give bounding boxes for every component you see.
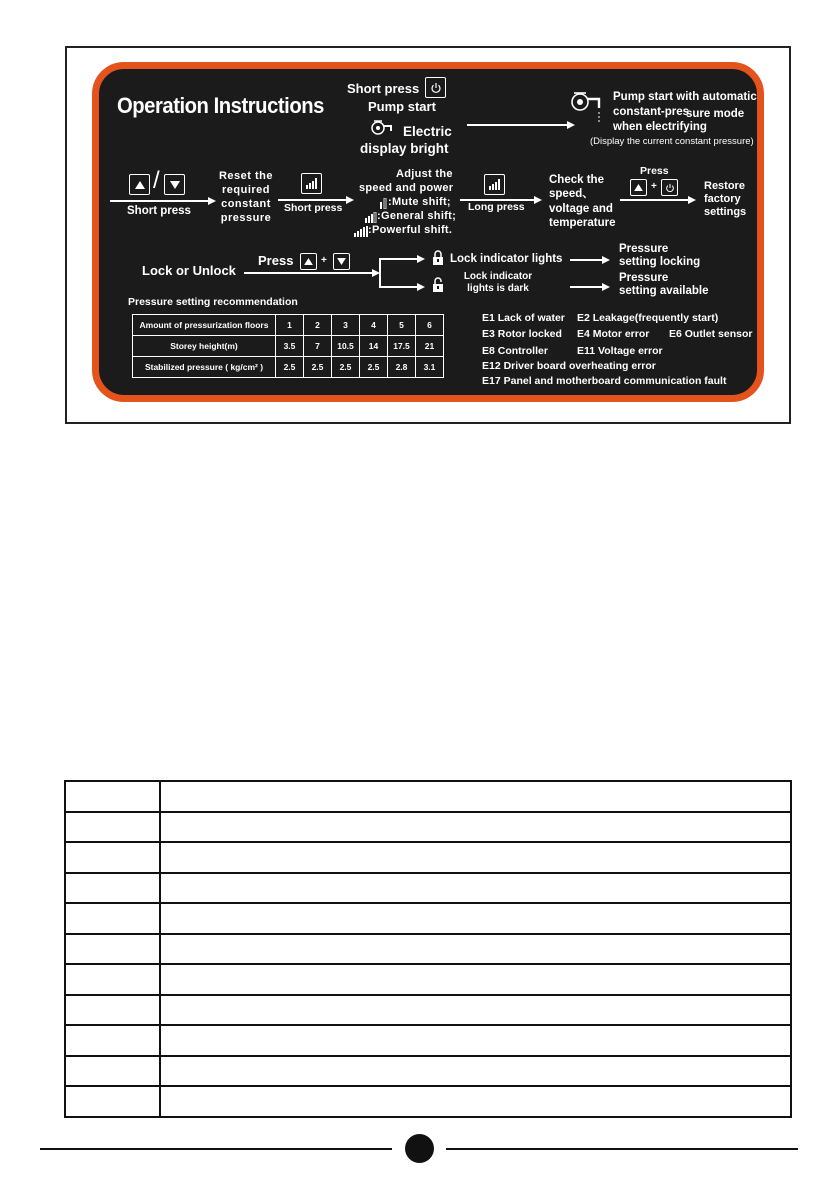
page-marker-dot bbox=[405, 1134, 434, 1163]
table-cell bbox=[160, 812, 791, 843]
table-cell bbox=[160, 934, 791, 965]
table-cell bbox=[65, 873, 160, 904]
locking-arrow bbox=[602, 256, 610, 264]
table-cell: Storey height(m) bbox=[133, 336, 276, 357]
pressure-table bbox=[132, 314, 444, 378]
table-cell bbox=[65, 995, 160, 1026]
lock-or-unlock-label: Lock or Unlock bbox=[142, 263, 236, 278]
table-cell bbox=[160, 873, 791, 904]
table-row bbox=[65, 903, 791, 934]
locking-line1: Pressure bbox=[619, 243, 669, 255]
auto-mode-line1: Pump start with automatic bbox=[613, 91, 757, 103]
table-cell: 2.5 bbox=[360, 357, 388, 378]
auto-mode-note: (Display the current constant pressure) bbox=[590, 136, 754, 147]
flow-arrow-4 bbox=[688, 196, 696, 204]
table-cell bbox=[160, 1025, 791, 1056]
reset-line1: Reset the bbox=[218, 170, 274, 182]
table-cell bbox=[160, 964, 791, 995]
table-cell: 2.8 bbox=[388, 357, 416, 378]
pump-faucet-icon bbox=[569, 88, 603, 122]
signal-key-icon-2 bbox=[484, 174, 505, 195]
error-e11: E11 Voltage error bbox=[577, 345, 663, 357]
flow-arrow-2 bbox=[346, 196, 354, 204]
press-label: Press bbox=[640, 165, 669, 177]
error-e4: E4 Motor error bbox=[577, 328, 650, 340]
pump-start-label: Pump start bbox=[368, 99, 436, 114]
table-cell: 5 bbox=[388, 315, 416, 336]
general-shift-label: :General shift; bbox=[377, 210, 457, 222]
check-line4: temperature bbox=[549, 217, 616, 229]
error-e3: E3 Rotor locked bbox=[482, 328, 562, 340]
faucet-icon bbox=[370, 118, 392, 140]
power-key-icon bbox=[425, 77, 446, 98]
lock-branch-bottom-arrow bbox=[417, 283, 425, 291]
table-row bbox=[65, 842, 791, 873]
table-cell: 10.5 bbox=[332, 336, 360, 357]
lock-branch-line bbox=[379, 258, 381, 287]
signal-key-icon bbox=[301, 173, 322, 194]
table-cell bbox=[65, 1025, 160, 1056]
table-cell: 2.5 bbox=[304, 357, 332, 378]
flow-line-4 bbox=[620, 199, 690, 201]
table-row bbox=[65, 1086, 791, 1117]
lock-branch-top-arrow bbox=[417, 255, 425, 263]
table-cell: Amount of pressurization floors bbox=[133, 315, 276, 336]
powerful-shift-label: :Powerful shift. bbox=[368, 224, 453, 236]
table-cell: 14 bbox=[360, 336, 388, 357]
available-line1: Pressure bbox=[619, 272, 669, 284]
table-row bbox=[65, 1025, 791, 1056]
table-cell: 4 bbox=[360, 315, 388, 336]
table-cell bbox=[65, 1086, 160, 1117]
mute-shift-label: :Mute shift; bbox=[388, 196, 451, 208]
table-cell bbox=[65, 842, 160, 873]
table-row bbox=[65, 873, 791, 904]
display-bright-label: display bright bbox=[360, 141, 449, 156]
table-cell: 2.5 bbox=[276, 357, 304, 378]
plus-sign: + bbox=[651, 181, 657, 192]
down-key-icon bbox=[164, 174, 185, 195]
table-row bbox=[65, 812, 791, 843]
table-row bbox=[65, 934, 791, 965]
recommendation-title: Pressure setting recommendation bbox=[128, 296, 298, 308]
reset-line2: required bbox=[221, 184, 270, 196]
table-cell bbox=[160, 995, 791, 1026]
panel-title: Operation Instructions bbox=[117, 93, 324, 118]
flow-line-1 bbox=[110, 200, 210, 202]
footer-rule-left bbox=[40, 1148, 392, 1150]
table-row bbox=[133, 336, 444, 357]
short-press-2: Short press bbox=[284, 202, 343, 214]
table-cell bbox=[65, 964, 160, 995]
reset-line3: constant bbox=[221, 198, 271, 210]
table-cell bbox=[65, 1056, 160, 1087]
footer-rule-right bbox=[446, 1148, 798, 1150]
auto-mode-line3: when electrifying bbox=[613, 121, 707, 133]
restore-line1: Restore bbox=[704, 180, 745, 192]
restore-line2: factory bbox=[704, 193, 741, 205]
error-e17: E17 Panel and motherboard communication fault bbox=[482, 375, 727, 387]
locking-line2: setting locking bbox=[619, 256, 701, 268]
lock-closed-icon bbox=[432, 250, 444, 265]
table-cell bbox=[65, 812, 160, 843]
check-line3: voltage and bbox=[549, 203, 613, 215]
lock-open-icon bbox=[432, 277, 444, 292]
adjust-line1: Adjust the bbox=[396, 168, 453, 180]
mute-shift-icon bbox=[378, 196, 388, 207]
table-cell: 3 bbox=[332, 315, 360, 336]
available-arrow bbox=[602, 283, 610, 291]
table-cell bbox=[65, 903, 160, 934]
short-press-label: Short press bbox=[347, 81, 420, 96]
check-line1: Check the bbox=[549, 174, 604, 186]
up-key-icon-3 bbox=[300, 253, 317, 270]
lock-line bbox=[244, 272, 374, 274]
table-cell: 7 bbox=[304, 336, 332, 357]
table-row bbox=[133, 315, 444, 336]
available-line2: setting available bbox=[619, 285, 709, 297]
locking-line bbox=[570, 259, 604, 261]
table-row bbox=[133, 357, 444, 378]
reset-line4: pressure bbox=[220, 212, 272, 224]
electric-label: Electric bbox=[403, 124, 452, 139]
restore-line3: settings bbox=[704, 206, 747, 218]
arrow-line bbox=[467, 124, 569, 126]
auto-mode-line2a: constant-pres bbox=[613, 106, 690, 118]
table-row bbox=[65, 1056, 791, 1087]
flow-arrow-3 bbox=[534, 196, 542, 204]
table-cell: 2 bbox=[304, 315, 332, 336]
auto-mode-line2b: sure mode bbox=[686, 108, 745, 120]
check-line2: speed、 bbox=[549, 188, 594, 200]
powerful-shift-icon bbox=[354, 224, 368, 235]
flow-line-2 bbox=[278, 199, 348, 201]
table-cell: 17.5 bbox=[388, 336, 416, 357]
error-e12: E12 Driver board overheating error bbox=[482, 360, 656, 372]
table-row bbox=[65, 995, 791, 1026]
table-row bbox=[65, 964, 791, 995]
table-row bbox=[65, 781, 791, 812]
table-cell bbox=[65, 781, 160, 812]
flow-arrow-1 bbox=[208, 197, 216, 205]
long-press-label: Long press bbox=[468, 201, 525, 213]
table-cell: 3.5 bbox=[276, 336, 304, 357]
up-key-icon bbox=[129, 174, 150, 195]
adjust-line2: speed and power bbox=[359, 182, 454, 194]
error-e6: E6 Outlet sensor bbox=[669, 328, 753, 340]
table-cell: 3.1 bbox=[416, 357, 444, 378]
available-line bbox=[570, 286, 604, 288]
power-key-icon-2 bbox=[661, 179, 678, 196]
error-e1: E1 Lack of water bbox=[482, 312, 565, 324]
table-cell: 6 bbox=[416, 315, 444, 336]
table-cell: 2.5 bbox=[332, 357, 360, 378]
lock-dark-line1: Lock indicator bbox=[463, 271, 533, 282]
table-cell bbox=[160, 903, 791, 934]
error-e8: E8 Controller bbox=[482, 345, 548, 357]
table-cell bbox=[65, 934, 160, 965]
lock-press-label: Press bbox=[258, 253, 294, 268]
table-cell bbox=[160, 781, 791, 812]
up-key-icon-2 bbox=[630, 179, 647, 196]
table-cell: 1 bbox=[276, 315, 304, 336]
blank-table bbox=[64, 780, 792, 1118]
lock-plus-sign: + bbox=[321, 255, 327, 266]
table-cell bbox=[160, 842, 791, 873]
lock-branch-top bbox=[379, 258, 419, 260]
error-e2: E2 Leakage(frequently start) bbox=[577, 312, 719, 324]
down-key-icon-2 bbox=[333, 253, 350, 270]
slash-separator: / bbox=[153, 167, 160, 194]
table-cell bbox=[160, 1056, 791, 1087]
lock-dark-line2: lights is dark bbox=[467, 283, 529, 294]
table-cell: Stabilized pressure ( kg/cm² ) bbox=[133, 357, 276, 378]
table-cell: 21 bbox=[416, 336, 444, 357]
lock-lights-label: Lock indicator lights bbox=[450, 253, 563, 265]
general-shift-icon bbox=[365, 210, 377, 221]
short-press-1: Short press bbox=[127, 205, 191, 217]
lock-branch-bottom bbox=[379, 286, 419, 288]
table-cell bbox=[160, 1086, 791, 1117]
